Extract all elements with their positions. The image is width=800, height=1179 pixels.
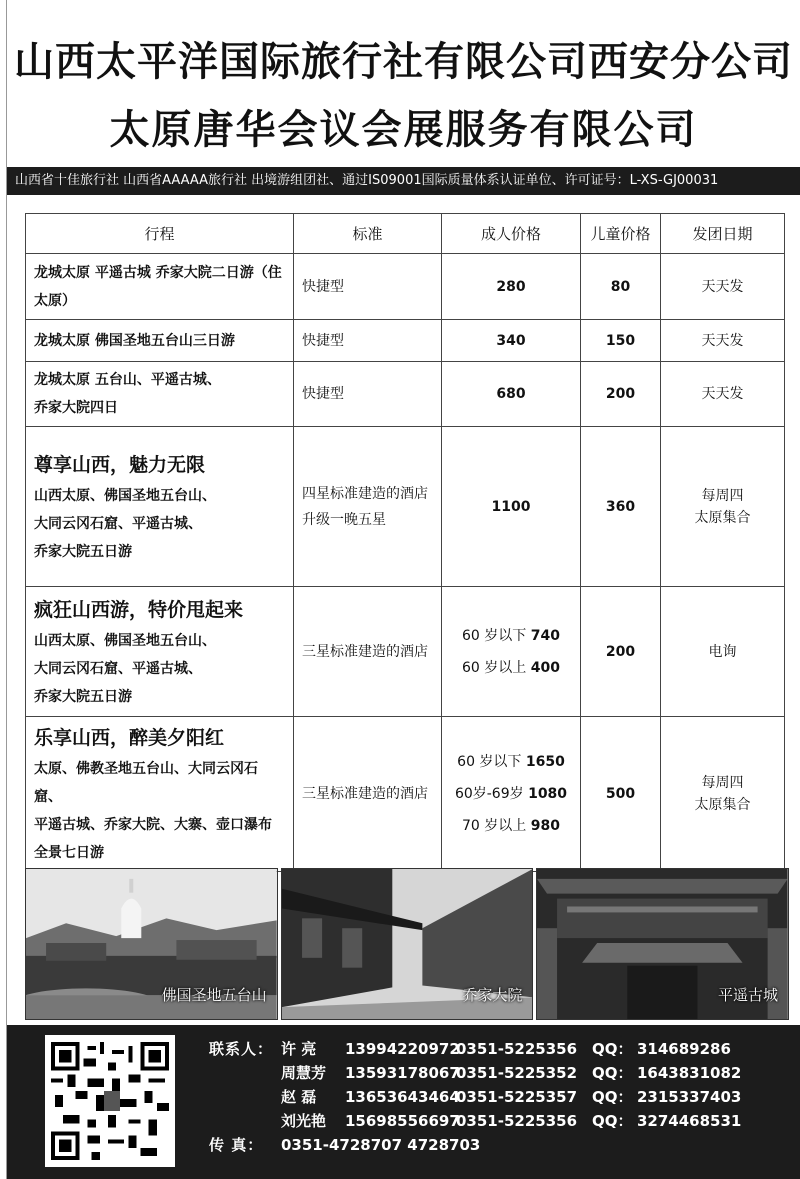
route-cell (26, 362, 294, 427)
table-row (26, 717, 785, 872)
contact-tel[interactable]: 0351-5225352 (456, 1064, 578, 1082)
contact-mobile[interactable]: 13653643464 (345, 1088, 460, 1106)
route-line: 大同云冈石窟、平遥古城、 (34, 660, 202, 677)
adult-price-line (442, 620, 580, 652)
company-title-2: 太原唐华会议会展服务有限公司 (109, 107, 698, 153)
contact-qq[interactable]: 3274468531 (637, 1112, 742, 1130)
tour-headline: 乐享山西，醉美夕阳红 (34, 727, 225, 749)
company-title-1: 山西太平洋国际旅行社有限公司西安分公司 (14, 39, 793, 85)
route-line: 大同云冈石窟、平遥古城、 (34, 515, 202, 532)
standard-line: 四星标准建造的酒店 (302, 485, 428, 502)
fax-label: 传 真： (209, 1136, 264, 1154)
adult-price-line (442, 810, 580, 842)
route-cell: 龙城太原 佛国圣地五台山三日游 (26, 320, 294, 362)
photo-caption: 平遥古城 (718, 986, 779, 1004)
contact-mobile[interactable]: 13994220972 (345, 1040, 460, 1058)
table-row (26, 362, 785, 427)
photo-caption: 佛国圣地五台山 (161, 986, 267, 1004)
price-value: 980 (530, 818, 560, 834)
standard-cell: 三星标准建造的酒店 (294, 587, 442, 717)
route-line: 山西太原、佛国圣地五台山、 (34, 487, 216, 504)
qq-label: QQ： (592, 1040, 633, 1058)
age-label: 60 岁以下 (462, 627, 531, 644)
route-line: 乔家大院五日游 (34, 543, 132, 560)
tour-price-table (25, 213, 785, 872)
qr-code-icon (45, 1035, 175, 1167)
date-cell: 天天发 (661, 362, 785, 427)
child-price-cell: 200 (581, 587, 661, 717)
age-label: 60岁-69岁 (454, 786, 529, 802)
credentials-banner: 山西省十佳旅行社 山西省AAAAA旅行社 出境游组团社、通过IS09001国际质量体系认证单位、许可证号：L-XS-GJ00031 (7, 167, 800, 195)
age-label: 70 岁以上 (462, 818, 531, 834)
contact-tel[interactable]: 0351-5225356 (456, 1112, 578, 1130)
route-cell (26, 427, 294, 587)
route-line: 全景七日游 (34, 845, 104, 861)
header-adult-price: 成人价格 (442, 214, 581, 254)
route-cell (26, 587, 294, 717)
contact-tel[interactable]: 0351-5225357 (456, 1088, 578, 1106)
child-price-cell: 360 (581, 427, 661, 587)
standard-cell (294, 427, 442, 587)
date-cell (661, 427, 785, 587)
adult-price-cell (442, 587, 581, 717)
price-value: 1650 (525, 754, 565, 770)
table-header-row (26, 214, 785, 254)
date-line: 每周四 (701, 775, 744, 791)
adult-price-cell: 1100 (442, 427, 581, 587)
advertisement-page (6, 0, 800, 1179)
table-row (26, 427, 785, 587)
qq-label: QQ： (592, 1112, 633, 1130)
date-line: 每周四 (701, 487, 744, 504)
adult-price-line (442, 652, 580, 684)
qq-label: QQ： (592, 1088, 633, 1106)
route-line: 乔家大院五日游 (34, 688, 132, 705)
route-line: 平遥古城、乔家大院、大寨、壶口瀑布 (34, 817, 272, 833)
date-line: 太原集合 (694, 797, 751, 813)
route-line: 太原、佛教圣地五台山、大同云冈石窟、 (34, 761, 258, 805)
route-line: 山西太原、佛国圣地五台山、 (34, 632, 216, 649)
age-label: 60 岁以下 (457, 754, 526, 770)
contact-qq[interactable]: 2315337403 (637, 1088, 742, 1106)
tour-headline: 疯狂山西游，特价甩起来 (34, 598, 244, 621)
photo-strip (25, 868, 789, 1020)
contact-footer (7, 1025, 800, 1179)
standard-line: 升级一晚五星 (302, 511, 386, 528)
child-price-cell: 500 (581, 717, 661, 872)
price-value: 400 (530, 659, 560, 676)
route-line: 龙城太原 五台山、平遥古城、 (34, 372, 221, 388)
contact-label: 联系人： (209, 1040, 274, 1058)
standard-cell: 快捷型 (294, 254, 442, 320)
fax-number[interactable]: 0351-4728707 4728703 (281, 1136, 481, 1154)
date-line: 太原集合 (694, 509, 751, 526)
standard-cell: 快捷型 (294, 362, 442, 427)
photo-pingyao (536, 868, 789, 1020)
contact-name: 许 亮 (281, 1040, 317, 1058)
table-row (26, 587, 785, 717)
price-value: 1080 (528, 786, 568, 802)
adult-price-cell (442, 717, 581, 872)
adult-price-cell: 680 (442, 362, 581, 427)
tour-headline: 尊享山西，魅力无限 (34, 453, 206, 476)
table-row (26, 320, 785, 362)
contact-qq[interactable]: 314689286 (637, 1040, 731, 1058)
contact-mobile[interactable]: 15698556697 (345, 1112, 460, 1130)
adult-price-line (442, 746, 580, 778)
photo-caption: 乔家大院 (462, 986, 523, 1004)
qq-label: QQ： (592, 1064, 633, 1082)
child-price-cell: 150 (581, 320, 661, 362)
standard-cell: 三星标准建造的酒店 (294, 717, 442, 872)
date-cell: 电询 (661, 587, 785, 717)
route-line: 乔家大院四日 (34, 400, 118, 416)
adult-price-line (442, 778, 580, 810)
photo-qiaojia (281, 868, 534, 1020)
child-price-cell: 80 (581, 254, 661, 320)
route-cell (26, 717, 294, 872)
price-value: 740 (530, 627, 560, 644)
header-departure-date: 发团日期 (661, 214, 785, 254)
date-cell (661, 717, 785, 872)
contact-name: 周慧芳 (281, 1064, 327, 1082)
standard-cell: 快捷型 (294, 320, 442, 362)
header-standard: 标准 (294, 214, 442, 254)
contact-name: 刘光艳 (281, 1112, 327, 1130)
table-row (26, 254, 785, 320)
adult-price-cell: 340 (442, 320, 581, 362)
contact-qq[interactable]: 1643831082 (637, 1064, 742, 1082)
adult-price-cell: 280 (442, 254, 581, 320)
header-route: 行程 (26, 214, 294, 254)
route-cell: 龙城太原 平遥古城 乔家大院二日游（住太原） (26, 254, 294, 320)
child-price-cell: 200 (581, 362, 661, 427)
contact-tel[interactable]: 0351-5225356 (456, 1040, 578, 1058)
contact-name: 赵 磊 (281, 1088, 317, 1106)
photo-wutaishan (25, 868, 278, 1020)
date-cell: 天天发 (661, 254, 785, 320)
header-child-price: 儿童价格 (581, 214, 661, 254)
contact-mobile[interactable]: 13593178067 (345, 1064, 460, 1082)
date-cell: 天天发 (661, 320, 785, 362)
qr-code-graphic (51, 1041, 169, 1161)
age-label: 60 岁以上 (462, 659, 531, 676)
